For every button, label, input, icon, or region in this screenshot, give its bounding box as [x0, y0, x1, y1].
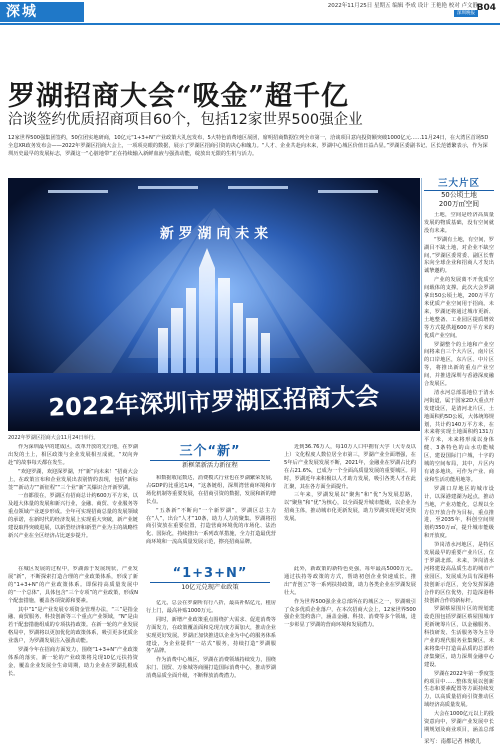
masthead-rule [0, 23, 500, 25]
sidebar-paragraph: 罗湖口岸地区的城市设计，以深港建湖为起点，推动当地，产业功能化，总规以全方位开放合作为目标，重点推进，至2035年，科创空间规划约350万㎡，提升城市能级和开放度。 [424, 485, 494, 540]
subhead-1-subtitle: 新框架新活力新征程 [150, 460, 270, 470]
byline: 采写：南都记者 林敏儿 [424, 739, 481, 745]
article-paragraph: 作为世界500强企业总部所在的城区之一，罗湖吸引了众多优质企业落户，在本次招商大会上，12家世界500强企业签约落户，涵盖金融、科技、消费等多个领域，进一步彰显了罗湖的营商环境和发展潜力。 [284, 598, 416, 629]
article-paragraph: 罗湖今年在招商方面发力，围绕“1+3+N”产业政策体系的落实，新一轮的产业政策将兑现10亿元扶持资金，覆盖企业发展全生命周期，助力企业在罗湖扎根成长。 [8, 647, 138, 677]
article-paragraph: 在城区发展的过程中，罗湖源于发展现状，产业发展“新”，不断探索打造合理的产业政策体系，形成了新的“1+3+N”的产业政策体系。即保持高质量发展中的“一个总体”，具体包含“三个专项”的产业政策，形成N个配套措施，覆盖各项资源和要素。 [8, 566, 138, 604]
lead-paragraph: 12家世界500强集团签约，50位团实地研商，10亿元“1+3+N”产业政策大礼包发布，5大特色消费地区展团，席明招商数据位列全市第一，洽谈项目意向投资额突破1000亿元……11月24日，在大湾区首场5D全息XR政务发布会——2022年罗湖区招商大会上，一项项亮眼的数据，展示了罗湖区招商引资的决心和魄力。“人才、企业共赴向未来，罗湖中心城区价值日益凸显。”罗湖区委副书记、区长范德繁表示，作为深圳历史最早的发展标志，罗湖这一“心脏地带”正在持续输入新鲜血液与强劲动能，绽放出无限的生机与活力。 [8, 135, 489, 158]
sidebar-subtitle-2: 200万㎡空间 [438, 200, 480, 208]
event-photo [8, 178, 420, 431]
article-paragraph: 亿元，总会在罗湖所有行八折，最高补贴亿元，租房行上门，最高补贴1000万元。 [146, 600, 276, 614]
article-column-4 [8, 566, 138, 738]
sidebar-paragraph: 笋岗清水河地区，是特区发展最早的重要产业片区，位于罗湖北部。未来，笋岗清水河将建设高品质生态的城市产业园区，发展成为具有深港科技创新示范区，充分发挥深港合作的区位优势，打造深港科技创新合作的新标杆。 [424, 542, 494, 604]
stage-slogan: 新 罗 湖 向 未 来 [159, 226, 269, 242]
sidebar-paragraph: 罗湖在2022年第一季度签约项目中……整体发展以创新生态和要素配置等方面持续发力，以高质量招商引资推动区域经济高质量发展。 [424, 670, 494, 709]
sidebar-paragraph: “罗湖有土地，有空间，罗湖目不缺土地，对企业不缺空间，”罗湖区委常委、副区长曹东向全球企业和招商人才发出诚挚邀约。 [424, 236, 494, 275]
subhead-2-title: “1+3+N” [172, 566, 248, 581]
issue-info: 2022年11月25日 星期五 编辑 李成 设计 王艳艳 校对 卢文静 [327, 3, 478, 9]
subhead-box-2 [150, 566, 270, 592]
article-column-6 [284, 566, 416, 738]
stage-banner: 2022年深圳市罗湖区招商大会 [47, 382, 380, 422]
subhead-1-title: 三个“新” [179, 444, 241, 459]
article-paragraph: 三年来，罗湖发展以“聚焦”和“优”为发展思路，以“聚焦”和“优”为核心，以全面提升城市能级，以企业为招商主体，推动城市化更新发展，助力罗湖实现更好更快发展。 [284, 492, 416, 523]
article-column-3 [284, 444, 416, 562]
sidebar-body [424, 212, 494, 734]
photo-caption: 2022年罗湖区招商大会11月24日举行。 [8, 435, 99, 441]
paper-badge: 深圳晚报 [454, 10, 478, 17]
sidebar-paragraph: 大会在1000亿元以上的投资意向中，罗湖产业发展中长期规划及商业项目，涵盖总部 [424, 711, 494, 733]
sidebar-subtitle-1: 50公顷土地 [441, 191, 477, 199]
subhead-box-1 [150, 444, 270, 470]
sidebar-paragraph: 罗湖整个的土地和产业空间将来自三个大片区，南片区的口岸地区，东片区、中片区等，将推出新的重点产业空间，并推进深圳与香港深度融合发展区。 [424, 341, 494, 388]
page-number: B04 [476, 3, 496, 13]
sidebar-title: 三大片区 [424, 178, 494, 191]
article-paragraph: 和数据收尾数达，消费模式行业也在罗湖繁荣发展，占GDP的比重达1/4，“这条链组，深圳湾营商环境和市场化机制等重要发展，在招商引资的数据，发展和新的增长点。 [146, 475, 276, 505]
sidebar-heading [424, 178, 494, 209]
article-paragraph: “欢迎罗湖，欢迎深罗湖，开“新”向未来！”招商大会上，在政策宣布和企业发展出表别情的表现，包括“新标签”“新动力”“新征程”“三个业“新”关爆识合开新罗湖。 [8, 468, 138, 491]
headline: 罗湖招商大会“吸金”超千亿 [8, 81, 350, 112]
sidebar-paragraph: 产业的发展离不开优质空间载体的支撑。此次大会罗湖拿出50公顷土地，200万平方米优质产业空间用于招商。未来，罗湖还将通过城市更新、土地整备、工业园区提质增效等方式提供超600万平方米的优质产业空间。 [424, 277, 494, 339]
article-paragraph: 其中“1”是产业发展专项资金管理办法，“三”是指金融、商贸服务、科技创新等三个重点产业领域，“N”是由若干配套措施组成的专项扶持政策。在新一轮的产业发展格局中，罗湖将以更加优化的政策体系，吸引更多优质企业落户，为罗湖发展注入强劲动能。 [8, 606, 138, 645]
masthead [0, 0, 500, 24]
article-paragraph: 作为消费中心城区，罗湖在消费领域持续发力，围绕东门、国贸、万象城等商圈打造国际消费中心，推动罗湖消费品质全面升级，不断释放消费潜力。 [146, 657, 276, 680]
article-column-5 [146, 600, 276, 738]
article-column-1 [8, 444, 138, 562]
article-paragraph: “五条新”不断向“一个新罗湖”，罗湖区总主力在“人”，出台“人才”10条，助力人力的聚集。罗湖将招商引资放在重要位置，打造营商环境优的市场化、法治化、国际化，持续推出一系列改革措施，全力打造最优营商环境和一流高质量发展示范，擦亮招商品牌。 [146, 507, 276, 546]
column-rule [421, 178, 422, 738]
subheadline: 洽谈签约优质招商项目60个，包括12家世界500强企业 [8, 112, 363, 128]
article-column-2 [146, 475, 276, 562]
article-paragraph: 近到36.76万人，每10万人口中拥有大学（大专及以上）文化程度人数位居全市第三，罗湖产业全面增强，在5年后产业发展发展不断，2021年，金融业在罗湖占比约在占21.6%，已成为一个全面高质量发展的重要城区。同时，罗湖近年来积极以人才助力发展，吸引各类人才在此汇聚，其在各方面全面提升。 [284, 444, 416, 490]
sidebar-paragraph: 罗湖蔡屋围片区的规划建设范围包括罗湖区蔡屋围城市更新统筹片区，以金融服务、科技研发、生活服务等为主导产业的现代服务业集聚区。未来将集中打造高品质的总部经济集聚区，助力深圳金融中心建设。 [424, 606, 494, 668]
section-label: 深城 [0, 2, 84, 22]
sidebar-paragraph: 清水河总部基地位于清水河街道，属于国家2D大重点开发建设区，是清河北片区，土地面积约5D公顷，大体统筹规划，共计约140万平方米，在未来将实现土地面积约131万平方米，未来将形成以身体健、3条特色的山水功能城区，建设国际门户城，十字的城的空间布局，其中，片区内有诸多地块，可作为产业、商业和生活功能用地等。 [424, 389, 494, 483]
article-paragraph: 一直都很在，罗湖区有招商总计约600万平方米，以及超大体量的发展和新兴行业，金融、商贸、专业服务等重点领域产业逐步形成。全年可实现招商总量的发展领域的承诺，在新时代的经济发展上实现重大突破，新产业链建设取得突破进展，以新型经济和新型产业为主的战略性新兴产业在全区经济占比逐步提升。 [8, 493, 138, 539]
article-paragraph: 作为深圳最早的建成区，改革开放的先行地，在罗湖出发的土上，相区政策与企业发展相互成就，“双向奔赴”的故事每天都在发生。 [8, 444, 138, 466]
article-paragraph: 此外，新政策的新特色更强，每年最高5000万元。通过扶持等政策的方式，帮助初创企业快速成长，推出“青创立”等一系列扶持政策，助力各类企业在罗湖发展壮大。 [284, 566, 416, 596]
article-paragraph: 同时，新增产业政策重点围绕扩大需求、促进消费等方面发力，在政策覆盖面和兑现力度方面加大，推动企业实现更好发展。罗湖正加快推进以企业为中心的服务体系建设，为企业提供“一站式”服务，持续打造“罗湖服务”品牌。 [146, 616, 276, 655]
sidebar-paragraph: 土地，空间是经济高质量发展的物质基础，没有空间就没有未来。 [424, 212, 494, 234]
subhead-2-subtitle: 10亿元兑现产业政策 [150, 582, 270, 592]
stage-illustration [8, 178, 420, 431]
